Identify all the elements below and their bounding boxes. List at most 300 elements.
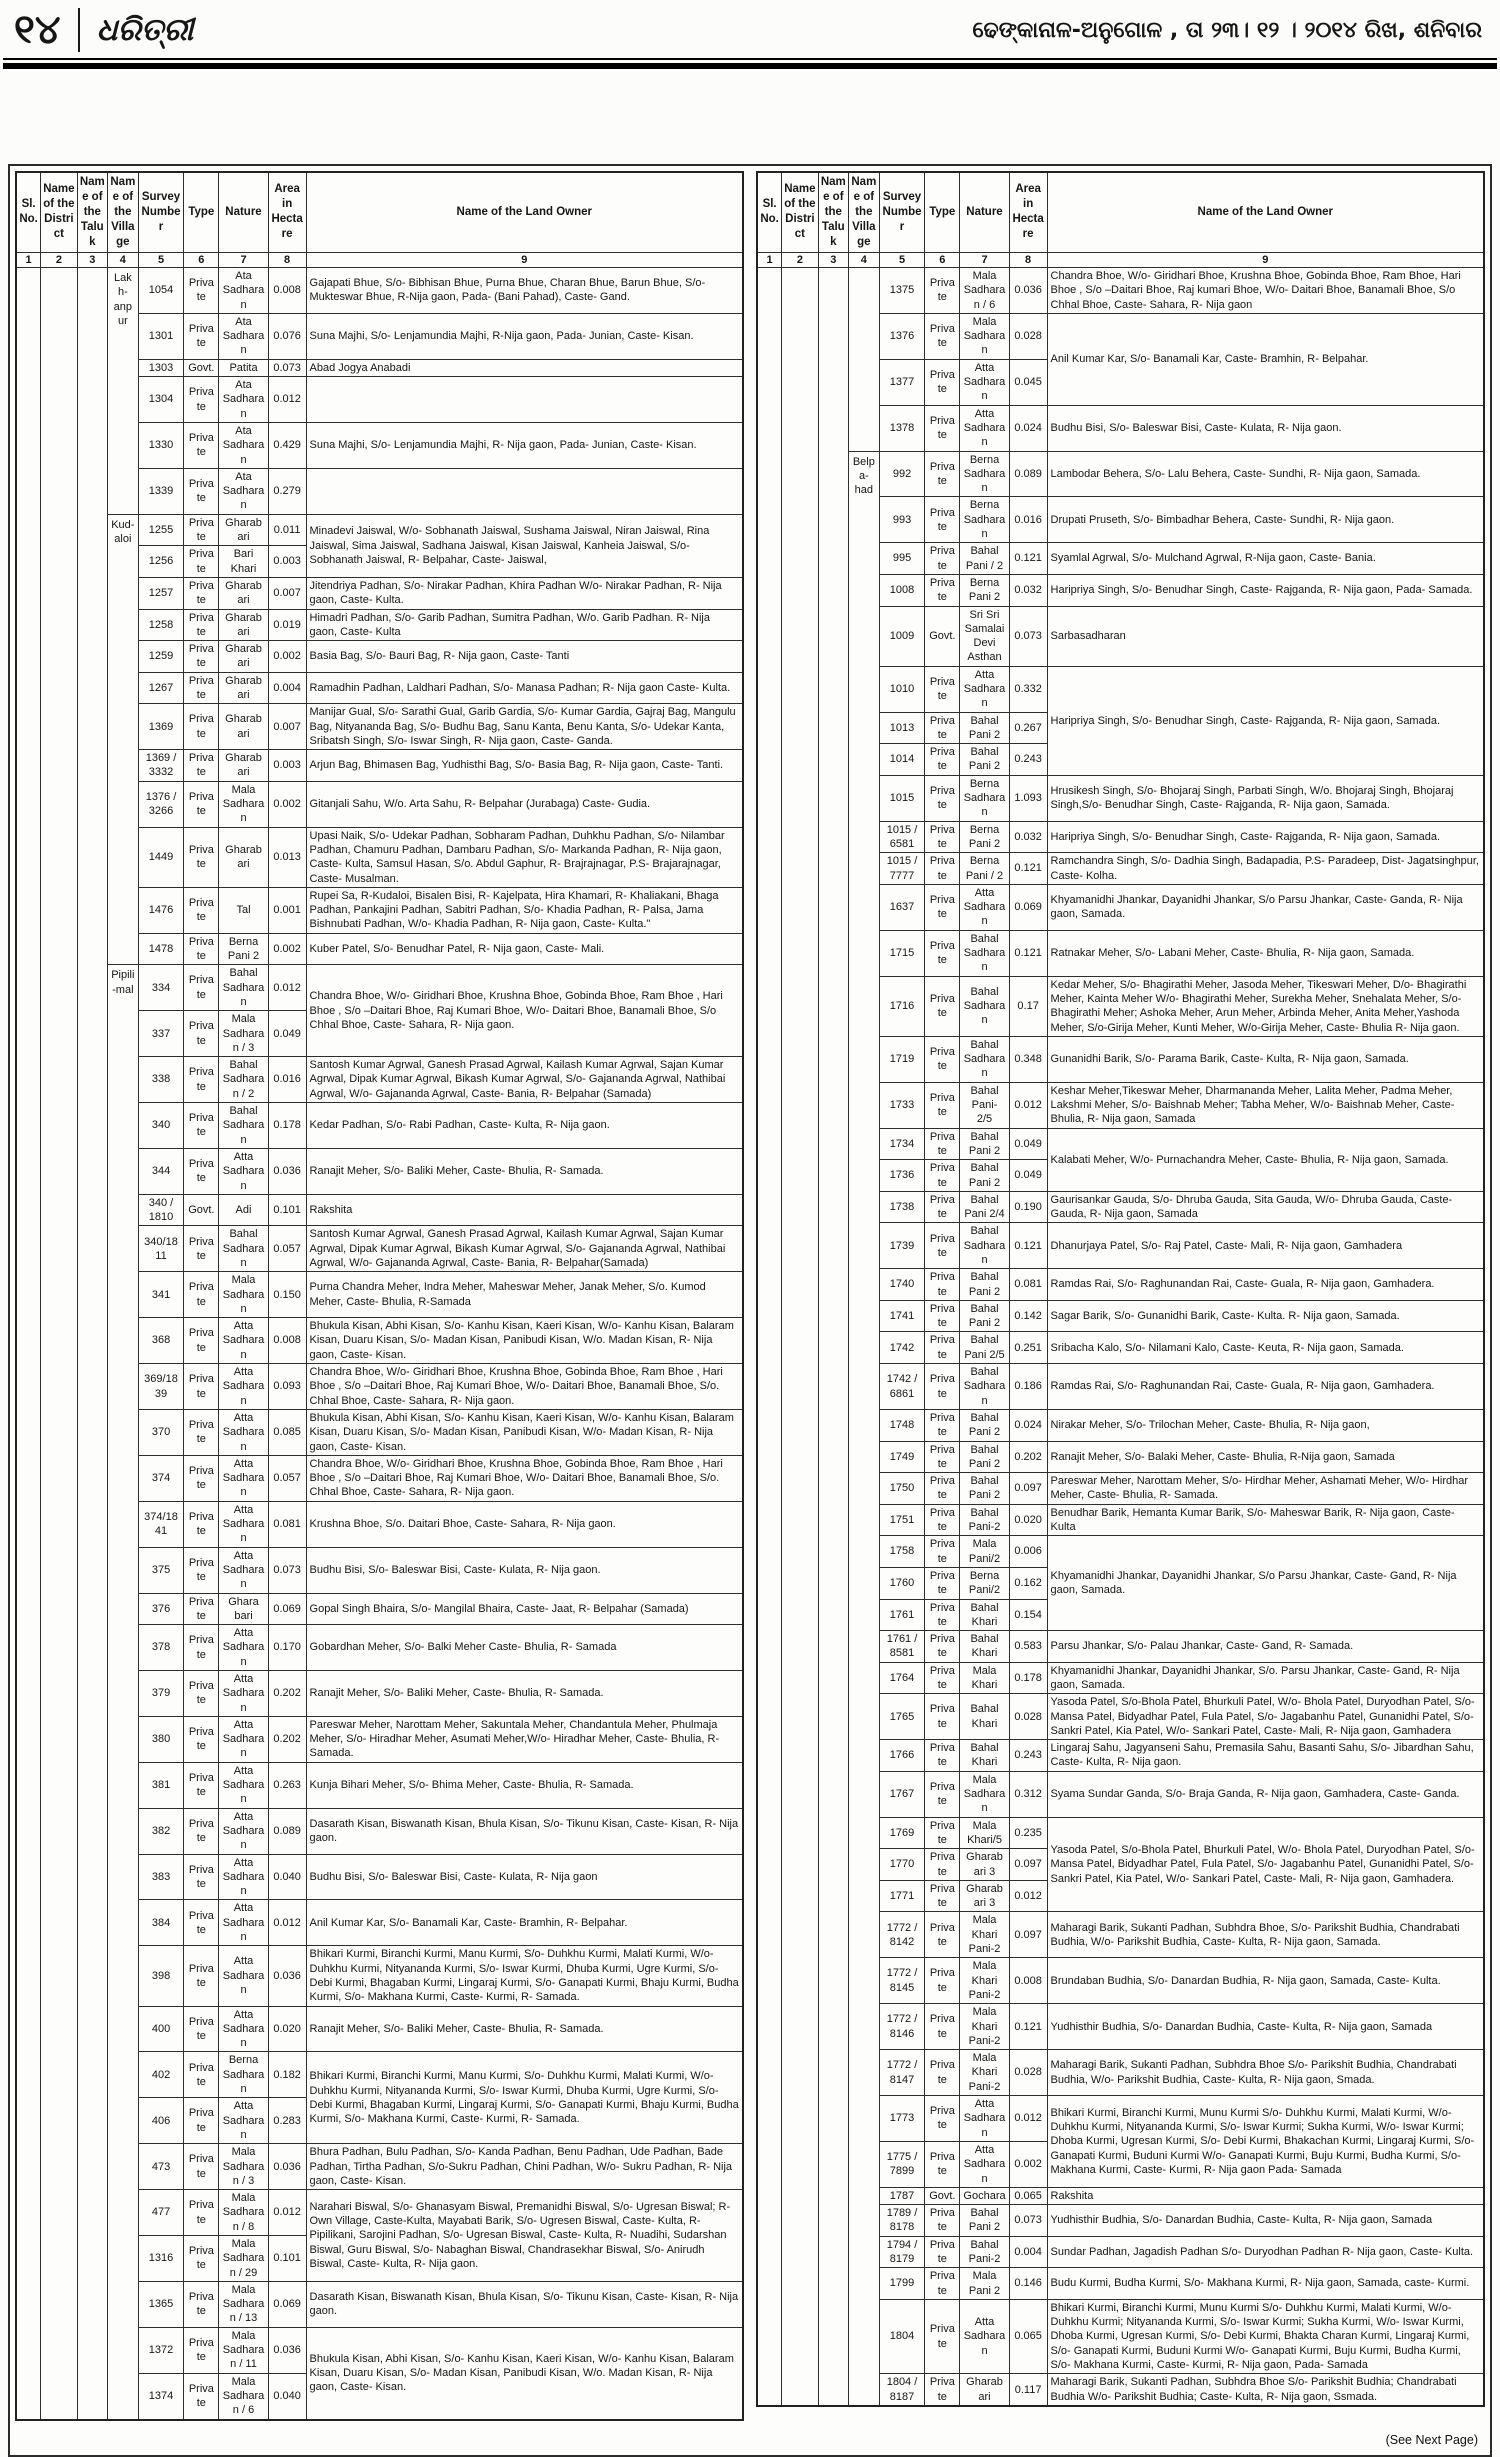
col-header-1: Sl. No. [16, 172, 41, 252]
cell-survey-number: 1738 [879, 1191, 925, 1223]
cell-survey-number: 1015 [879, 775, 925, 821]
cell-survey-number: 1258 [138, 609, 184, 641]
cell-nature: Bahal Khari [960, 1599, 1009, 1631]
cell-survey-number: 1257 [138, 577, 184, 609]
cell-area: 0.032 [1009, 821, 1047, 853]
col-number-2: 2 [782, 252, 818, 267]
cell-survey-number: 1772 / 8145 [879, 1958, 925, 2004]
cell-owner: Sundar Padhan, Jagadish Padhan S/o- Duryodhan Padhan R- Nija gaon, Caste- Kulta. [1047, 2236, 1484, 2268]
cell-nature: Mala Sadharan / 3 [219, 1011, 268, 1057]
cell-area: 0.583 [1009, 1631, 1047, 1663]
cell-survey-number: 1365 [138, 2281, 184, 2327]
cell-area: 0.178 [268, 1103, 306, 1149]
cell-nature: Bahal Pani 2/5 [960, 1332, 1009, 1364]
cell-nature: Gochara [960, 2187, 1009, 2204]
cell-nature: Mala Pani/2 [960, 1536, 1009, 1568]
cell-survey-number: 1330 [138, 422, 184, 468]
cell-type: Private [925, 884, 960, 930]
cell-nature: Bahal Khari [960, 1740, 1009, 1772]
masthead-left [14, 8, 193, 52]
cell-nature: Atta Sadharan [960, 405, 1009, 451]
cell-owner: Gopal Singh Bhaira, S/o- Mangilal Bhaira, Caste- Jaat, R- Belpahar (Samada) [306, 1593, 743, 1625]
cell-taluk [818, 267, 849, 2405]
cell-type: Private [184, 965, 219, 1011]
cell-type: Private [184, 1318, 219, 1364]
cell-area: 0.024 [1009, 405, 1047, 451]
cell-nature: Atta Sadharan [219, 1318, 268, 1364]
cell-survey-number: 383 [138, 1854, 184, 1900]
cell-nature: Gharabari [219, 577, 268, 609]
cell-area: 0.002 [268, 781, 306, 827]
cell-survey-number: 1775 / 7899 [879, 2141, 925, 2187]
cell-type: Govt. [925, 2187, 960, 2204]
cell-nature: Mala Sadharan / 8 [219, 2190, 268, 2236]
cell-nature: Bahal Sadharan [219, 1226, 268, 1272]
cell-nature: Bahal Sadharan [219, 965, 268, 1011]
cell-nature: Berna Pani 2 [219, 933, 268, 965]
cell-owner: Pareswar Meher, Narottam Meher, S/o- Hirdhar Meher, Ashamati Meher, W/o- Hirdhar Meher, Caste- Bhulia, R- Samada. [1047, 1473, 1484, 1505]
cell-nature: Ghara bari [219, 1593, 268, 1625]
cell-survey-number: 1750 [879, 1473, 925, 1505]
cell-owner [306, 468, 743, 514]
cell-area: 0.012 [268, 2190, 306, 2236]
cell-survey-number: 368 [138, 1318, 184, 1364]
cell-nature: Mala Sadharan [219, 781, 268, 827]
col-number-3: 3 [77, 252, 108, 267]
cell-area: 0.186 [1009, 1364, 1047, 1410]
cell-survey-number: 477 [138, 2190, 184, 2236]
cell-type: Private [184, 577, 219, 609]
cell-nature: Bahal Sadharan [960, 976, 1009, 1036]
cell-area: 0.003 [268, 546, 306, 578]
cell-type: Private [925, 405, 960, 451]
cell-area: 0.040 [268, 1854, 306, 1900]
cell-area: 0.251 [1009, 1332, 1047, 1364]
cell-nature: Atta Sadharan [960, 2096, 1009, 2142]
cell-type: Private [184, 1057, 219, 1103]
cell-type: Private [925, 1880, 960, 1912]
cell-survey-number: 1015 / 6581 [879, 821, 925, 853]
cell-nature: Bahal Pani / 2 [960, 543, 1009, 575]
cell-owner: Syamlal Agrwal, S/o- Mulchand Agrwal, R-Nija gaon, Caste- Bania. [1047, 543, 1484, 575]
cell-nature: Atta Sadharan [219, 1547, 268, 1593]
cell-area: 0.263 [268, 1762, 306, 1808]
col-header-5: Survey Number [138, 172, 184, 252]
cell-nature: Mala Khari Pani-2 [960, 2004, 1009, 2050]
cell-type: Private [925, 744, 960, 776]
cell-nature: Mala Khari Pani-2 [960, 2050, 1009, 2096]
cell-nature: Mala Khari/5 [960, 1817, 1009, 1849]
cell-nature: Gharabari 3 [960, 1849, 1009, 1881]
cell-owner: Ranajit Meher, S/o- Baliki Meher, Caste- Bhulia, R- Samada. [306, 2006, 743, 2052]
cell-area: 1.093 [1009, 775, 1047, 821]
cell-owner: Bhura Padhan, Bulu Padhan, S/o- Kanda Padhan, Benu Padhan, Ude Padhan, Bade Padhan, Tirtha Padhan, S/o-Sukru Padhan, Chini Padhan, W/o- Sukru Padhan, R- Nija gaon, Caste- Kisan. [306, 2144, 743, 2190]
cell-owner: Arjun Bag, Bhimasen Bag, Yudhisthi Bag, S/o- Basia Bag, R- Nija gaon, Caste- Tanti. [306, 750, 743, 782]
cell-area: 0.012 [268, 1900, 306, 1946]
cell-survey-number: 406 [138, 2098, 184, 2144]
col-number-9: 9 [1047, 252, 1484, 267]
cell-type: Private [925, 1740, 960, 1772]
cell-type: Private [925, 666, 960, 712]
cell-nature: Bahal Pani 2 [960, 1269, 1009, 1301]
land-records-table-right-wrap [756, 171, 1485, 2421]
cell-owner: Maharagi Barik, Sukanti Padhan, Subhdra Bhoe S/o- Parikshit Budhia; Chandrabati Budhia W/o- Parikshit Budhia; Caste- Kulta, R- Nija gaon, Ssmada. [1047, 2374, 1484, 2406]
cell-type: Private [925, 2268, 960, 2300]
cell-owner: Santosh Kumar Agrwal, Ganesh Prasad Agrwal, Kailash Kumar Agrwal, Sajan Kumar Agrwal, Dipak Kumar Agrwal, Bikash Kumar Agrwal, S/o- Gajananda Agrwal, Nathibai Agrwal, W/o- Gajananda Agrwal, Caste- Bania, R- Belpahar (Samada) [306, 1057, 743, 1103]
cell-type: Private [184, 1226, 219, 1272]
cell-village: Lakh-anpur [108, 267, 139, 514]
col-header-6: Type [184, 172, 219, 252]
cell-type: Private [925, 1128, 960, 1160]
cell-nature: Mala Sadharan / 3 [219, 2144, 268, 2190]
land-record-row [16, 514, 743, 546]
masthead [0, 0, 1500, 58]
cell-type: Private [925, 1599, 960, 1631]
cell-survey-number: 1734 [879, 1128, 925, 1160]
cell-area: 0.012 [268, 965, 306, 1011]
cell-survey-number: 340 [138, 1103, 184, 1149]
cell-district [782, 267, 818, 2405]
cell-area: 0.036 [268, 2327, 306, 2373]
cell-area: 0.036 [268, 2144, 306, 2190]
cell-area: 0.081 [1009, 1269, 1047, 1301]
cell-owner: Maharagi Barik, Sukanti Padhan, Subhdra Bhoe S/o- Parikshit Budhia, Chandrabati Budhia, W/o- Parikshit Budhia, Caste- Kulta, R- Nija gaon, Smada. [1047, 2050, 1484, 2096]
cell-area: 0.154 [1009, 1599, 1047, 1631]
cell-survey-number: 398 [138, 1946, 184, 2006]
cell-type: Private [925, 1631, 960, 1663]
cell-survey-number: 1637 [879, 884, 925, 930]
cell-nature: Atta Sadharan [219, 1671, 268, 1717]
cell-nature: Bahal Pani 2 [960, 712, 1009, 744]
cell-village: Belpa-had [849, 451, 880, 2406]
cell-nature: Adi [219, 1194, 268, 1226]
cell-owner: Benudhar Barik, Hemanta Kumar Barik, S/o- Maheswar Barik, R- Nija gaon, Caste- Kulta [1047, 1504, 1484, 1536]
cell-survey-number: 340/1811 [138, 1226, 184, 1272]
cell-area: 0.028 [1009, 2050, 1047, 2096]
cell-survey-number: 1749 [879, 1441, 925, 1473]
cell-nature: Bahal Pani 2 [960, 1160, 1009, 1192]
cell-area: 0.032 [1009, 574, 1047, 606]
cell-owner: Rakshita [306, 1194, 743, 1226]
cell-owner: Anil Kumar Kar, S/o- Banamali Kar, Caste- Bramhin, R- Belpahar. [1047, 313, 1484, 405]
cell-survey-number: 1789 / 8178 [879, 2205, 925, 2237]
cell-owner: Jitendriya Padhan, S/o- Nirakar Padhan, Khira Padhan W/o- Nirakar Padhan, R- Nija gaon, Caste- Kulta. [306, 577, 743, 609]
cell-type: Private [184, 1455, 219, 1501]
cell-area: 0.170 [268, 1625, 306, 1671]
cell-type: Private [925, 574, 960, 606]
col-number-6: 6 [925, 252, 960, 267]
cell-area: 0.121 [1009, 1223, 1047, 1269]
cell-area: 0.117 [1009, 2374, 1047, 2406]
see-next-page-note: (See Next Page) [1385, 2432, 1478, 2447]
cell-type: Private [925, 1662, 960, 1694]
cell-type: Private [925, 359, 960, 405]
cell-survey-number: 1008 [879, 574, 925, 606]
cell-survey-number: 1376 / 3266 [138, 781, 184, 827]
cell-nature: Berna Sadharan [960, 497, 1009, 543]
cell-owner: Bhukula Kisan, Abhi Kisan, S/o- Kanhu Kisan, Kaeri Kisan, W/o- Kanhu Kisan, Balaram Kisan, Duaru Kisan, S/o- Madan Kisan, Panibudi Kisan, W/o- Madan Kisan, R- Nija gaon, Caste- Kisan. [306, 1409, 743, 1455]
cell-area: 0.076 [268, 313, 306, 359]
cell-owner [306, 377, 743, 423]
cell-survey-number: 344 [138, 1148, 184, 1194]
cell-type: Private [925, 1191, 960, 1223]
cell-area: 0.011 [268, 514, 306, 546]
cell-type: Private [925, 2236, 960, 2268]
cell-nature: Bahal Sadharan [960, 1036, 1009, 1082]
cell-owner: Chandra Bhoe, W/o- Giridhari Bhoe, Krushna Bhoe, Gobinda Bhoe, Ram Bhoe , Hari Bhoe , S/o –Daitari Bhoe, Raj Kumari Bhoe, W/o- Daitari Bhoe, Banamali Bhoe, S/o Chhal Bhoe, Caste- Sahara, R- Nija gaon. [306, 965, 743, 1057]
cell-nature: Mala Sadharan / 11 [219, 2327, 268, 2373]
cell-type: Private [925, 1771, 960, 1817]
cell-owner: Bhikari Kurmi, Biranchi Kurmi, Manu Kurmi, S/o- Duhkhu Kurmi, Malati Kurmi, W/o- Duhkhu Kurmi, Nityananda Kurmi, S/o- Iswar Kurmi, Dhuba Kurmi, Ugre Kurmi, S/o- Debi Kurmi, Bhagaban Kurmi, Lingaraj Kurmi, S/o- Ganapati Kurmi, Bhaju Kurmi, Budha Kurmi, S/o- Makhana Kurmi, Caste- Kurmi, R- Samada. [306, 1946, 743, 2006]
cell-nature: Bahal Pani-2 [960, 1504, 1009, 1536]
cell-type: Private [925, 451, 960, 497]
cell-owner: Dhanurjaya Patel, S/o- Raj Patel, Caste- Mali, R- Nija gaon, Gamhadera [1047, 1223, 1484, 1269]
col-header-4: Name of the Village [108, 172, 139, 252]
cell-owner: Bhikari Kurmi, Biranchi Kurmi, Munu Kurmi S/o- Duhkhu Kurmi, Malati Kurmi, W/o- Duhkhu Kurmi; Nityananda Kurmi, S/o- Iswar Kurmi; Sukha Kurmi, W/o- Iswar Kurmi, Dhoba Kurmi, Ugresan Kurmi, S/o- Debi Kurmi, Bhakta Charan Kurmi, Lingaraj Kurmi, S/o- Ganapati Kurmi, Buduni Kurmi W/o- Ganapati Kurmi, Buju Kurmi, Budha Kurmi, S/o- Makhana Kurmi, Caste- Kurmi, R- Nija gaon, Pada- Samada [1047, 2299, 1484, 2373]
cell-type: Private [925, 1536, 960, 1568]
cell-owner: Budhu Bisi, S/o- Baleswar Bisi, Caste- Kulata, R- Nija gaon. [306, 1547, 743, 1593]
cell-area: 0.121 [1009, 2004, 1047, 2050]
cell-nature: Patita [219, 359, 268, 376]
cell-area: 0.007 [268, 577, 306, 609]
cell-owner: Lambodar Behera, S/o- Lalu Behera, Caste- Sundhi, R- Nija gaon, Samada. [1047, 451, 1484, 497]
col-header-4: Name of the Village [849, 172, 880, 252]
cell-owner: Yasoda Patel, S/o-Bhola Patel, Bhurkuli Patel, W/o- Bhola Patel, Duryodhan Patel, S/o- Mansa Patel, Bidyadhar Patel, Fula Patel, S/o- Jagabanhu Patel, Gunanidhi Patel, S/o- Sankri Patel, Kia Patel, W/o- Sankari Patel, Caste- Mali, R- Nija gaon, Gamhadera. [1047, 1817, 1484, 1912]
col-number-4: 4 [108, 252, 139, 267]
cell-survey-number: 1256 [138, 546, 184, 578]
cell-type: Private [925, 1300, 960, 1332]
cell-owner: Brundaban Budhia, S/o- Danardan Budhia, R- Nija gaon, Samada, Caste- Kulta. [1047, 1958, 1484, 2004]
cell-survey-number: 1014 [879, 744, 925, 776]
cell-nature: Atta Sadharan [219, 1501, 268, 1547]
cell-nature: Ata Sadharan [219, 313, 268, 359]
cell-owner: Syama Sundar Ganda, S/o- Braja Ganda, R- Nija gaon, Gamhadera, Caste- Ganda. [1047, 1771, 1484, 1817]
cell-area: 0.002 [268, 641, 306, 673]
cell-type: Private [184, 1808, 219, 1854]
cell-owner: Sarbasadharan [1047, 606, 1484, 666]
cell-type: Private [184, 2281, 219, 2327]
cell-nature: Berna Pani 2 [960, 574, 1009, 606]
cell-owner: Narahari Biswal, S/o- Ghanasyam Biswal, Premanidhi Biswal, S/o- Ugresan Biswal; R-Own Village, Caste-Kulta, Mayabati Barik, S/o- Ugresen Biswal, Caste- Kulta, R- Pipilikani, Sarojini Padhan, S/o- Ugresan Biswal, Caste- Kulta, R- Nuadihi, Sudarshan Biswal, Guru Biswal, S/o- Nabaghan Biswal, Chandrasekhar Biswal, S/o- Anirudh Biswal, Caste- Kulta, R- Nija gaon. [306, 2190, 743, 2282]
cell-type: Private [184, 1946, 219, 2006]
cell-type: Private [184, 546, 219, 578]
cell-type: Private [925, 1269, 960, 1301]
cell-area: 0.016 [1009, 497, 1047, 543]
cell-type: Private [184, 1625, 219, 1671]
cell-type: Private [184, 2327, 219, 2373]
cell-owner: Gunanidhi Barik, S/o- Parama Barik, Caste- Kulta, R- Nija gaon, Samada. [1047, 1036, 1484, 1082]
cell-type: Private [925, 1036, 960, 1082]
cell-area: 0.150 [268, 1272, 306, 1318]
cell-type: Private [184, 514, 219, 546]
cell-sl-no [757, 267, 782, 2405]
cell-area: 0.069 [1009, 884, 1047, 930]
cell-survey-number: 1761 [879, 1599, 925, 1631]
cell-owner: Khyamanidhi Jhankar, Dayanidhi Jhankar, S/o Parsu Jhankar, Caste- Ganda, R- Nija gaon, Samada. [1047, 884, 1484, 930]
cell-owner: Bhukula Kisan, Abhi Kisan, S/o- Kanhu Kisan, Kaeri Kisan, W/o- Kanhu Kisan, Balaram Kisan, Duaru Kisan, S/o- Madan Kisan, Panibudi Kisan, W/o. Madan Kisan, R- Nija gaon, Caste- Kisan. [306, 1318, 743, 1364]
land-record-row [16, 267, 743, 313]
cell-survey-number: 1770 [879, 1849, 925, 1881]
cell-survey-number: 1773 [879, 2096, 925, 2142]
cell-type: Private [184, 1272, 219, 1318]
cell-type: Private [184, 704, 219, 750]
cell-nature: Atta Sadharan [219, 1716, 268, 1762]
cell-area: 0.012 [268, 377, 306, 423]
cell-type: Private [925, 1504, 960, 1536]
cell-survey-number: 1378 [879, 405, 925, 451]
cell-area: 0.008 [268, 267, 306, 313]
cell-owner: Kuber Patel, S/o- Benudhar Patel, R- Nija gaon, Caste- Mali. [306, 933, 743, 965]
cell-type: Private [925, 2096, 960, 2142]
cell-nature: Ata Sadharan [219, 377, 268, 423]
cell-area: 0.073 [268, 1547, 306, 1593]
cell-owner: Yudhisthir Budhia, S/o- Danardan Budhia, Caste- Kulta, R- Nija gaon, Samada [1047, 2004, 1484, 2050]
cell-owner: Rakshita [1047, 2187, 1484, 2204]
cell-type: Private [184, 2373, 219, 2419]
cell-type: Private [184, 1854, 219, 1900]
cell-survey-number: 402 [138, 2052, 184, 2098]
cell-survey-number: 1772 / 8146 [879, 2004, 925, 2050]
cell-survey-number: 1804 / 8187 [879, 2374, 925, 2406]
cell-owner: Gitanjali Sahu, W/o. Arta Sahu, R- Belpahar (Jurabaga) Caste- Gudia. [306, 781, 743, 827]
cell-area: 0.121 [1009, 543, 1047, 575]
cell-type: Private [925, 2141, 960, 2187]
cell-survey-number: 375 [138, 1547, 184, 1593]
cell-nature: Bahal Pani 2 [960, 1441, 1009, 1473]
cell-area: 0.013 [268, 827, 306, 887]
col-header-8: Area in Hectare [268, 172, 306, 252]
land-record-row [757, 451, 1484, 497]
cell-owner: Manijar Gual, S/o- Sarathi Gual, Garib Gardia, S/o- Kumar Gardia, Gajraj Bag, Mangulu Bag, Nityananda Bag, S/o- Budhu Bag, Sanu Kanta, Benu Kanta, S/o- Udekar Kanta, Sribatsh Singh, S/o- Iswar Singh, R- Nija gaon, Caste- Ganda. [306, 704, 743, 750]
cell-owner: Chandra Bhoe, W/o- Giridhari Bhoe, Krushna Bhoe, Gobinda Bhoe, Ram Bhoe, Hari Bhoe , S/o –Daitari Bhoe, Raj kumari Bhoe, W/o- Daitari Bhoe, Banamali Bhoe, S/o Chhal Bhoe, Caste- Sahara, R- Nija gaon [1047, 267, 1484, 313]
cell-survey-number: 374 [138, 1455, 184, 1501]
newspaper-name: ଧରିତ୍ରୀ [96, 11, 194, 48]
cell-type: Private [184, 2098, 219, 2144]
cell-survey-number: 1742 / 6861 [879, 1364, 925, 1410]
cell-survey-number: 995 [879, 543, 925, 575]
cell-survey-number: 1736 [879, 1160, 925, 1192]
cell-area: 0.049 [1009, 1160, 1047, 1192]
cell-nature: Mala Sadharan [960, 1771, 1009, 1817]
cell-survey-number: 1303 [138, 359, 184, 376]
cell-type: Private [925, 1364, 960, 1410]
cell-area: 0.267 [1009, 712, 1047, 744]
cell-taluk [77, 267, 108, 2419]
col-number-4: 4 [849, 252, 880, 267]
cell-type: Private [184, 1364, 219, 1410]
cell-survey-number: 1304 [138, 377, 184, 423]
cell-owner: Parsu Jhankar, S/o- Palau Jhankar, Caste- Gand, R- Samada. [1047, 1631, 1484, 1663]
cell-survey-number: 1766 [879, 1740, 925, 1772]
cell-type: Private [184, 1900, 219, 1946]
cell-type: Private [925, 2050, 960, 2096]
masthead-rule [3, 58, 1497, 69]
cell-survey-number: 1259 [138, 641, 184, 673]
cell-type: Private [184, 2144, 219, 2190]
cell-area: 0.036 [268, 1946, 306, 2006]
col-header-9: Name of the Land Owner [1047, 172, 1484, 252]
cell-type: Private [184, 2235, 219, 2281]
cell-owner: Lingaraj Sahu, Jagyanseni Sahu, Premasila Sahu, Basanti Sahu, S/o- Jibardhan Sahu, Caste- Kulta, R- Nija gaon. [1047, 1740, 1484, 1772]
cell-nature: Mala Sadharan [219, 1272, 268, 1318]
col-number-7: 7 [219, 252, 268, 267]
cell-owner: Bhukula Kisan, Abhi Kisan, S/o- Kanhu Kisan, Kaeri Kisan, W/o- Kanhu Kisan, Balaram Kisan, Duaru Kisan, S/o- Madan Kisan, Panibudi Kisan, W/o. Madan Kisan, R- Nija gaon, Caste- Kisan. [306, 2327, 743, 2419]
cell-nature: Atta Sadharan [219, 1946, 268, 2006]
cell-nature: Sri Sri Samalai Devi Asthan [960, 606, 1009, 666]
cell-survey-number: 1761 / 8581 [879, 1631, 925, 1663]
masthead-divider [78, 8, 80, 52]
col-header-6: Type [925, 172, 960, 252]
cell-nature: Mala Khari Pani-2 [960, 1912, 1009, 1958]
cell-area: 0.097 [1009, 1849, 1047, 1881]
cell-survey-number: 1449 [138, 827, 184, 887]
cell-type: Private [184, 781, 219, 827]
cell-owner: Budu Kurmi, Budha Kurmi, S/o- Makhana Kurmi, R- Nija gaon, Samada, caste- Kurmi. [1047, 2268, 1484, 2300]
cell-owner: Sagar Barik, S/o- Gunanidhi Barik, Caste- Kulta. R- Nija gaon, Samada. [1047, 1300, 1484, 1332]
cell-type: Private [925, 1160, 960, 1192]
cell-nature: Berna Pani / 2 [960, 853, 1009, 885]
cell-nature: Mala Sadharan / 13 [219, 2281, 268, 2327]
cell-nature: Berna Sadharan [960, 451, 1009, 497]
cell-area: 0.024 [1009, 1409, 1047, 1441]
column-header-row [16, 172, 743, 252]
cell-nature: Gharabari [219, 704, 268, 750]
cell-owner: Haripriya Singh, S/o- Benudhar Singh, Caste- Rajganda, R- Nija gaon, Pada- Samada. [1047, 574, 1484, 606]
cell-type: Private [184, 2190, 219, 2236]
cell-area: 0.142 [1009, 1300, 1047, 1332]
cell-area: 0.049 [1009, 1128, 1047, 1160]
cell-type: Private [184, 1671, 219, 1717]
cell-owner: Khyamanidhi Jhankar, Dayanidhi Jhankar, S/o. Parsu Jhankar, Caste- Gand, R- Nija gaon, Samada. [1047, 1662, 1484, 1694]
cell-survey-number: 1740 [879, 1269, 925, 1301]
cell-type: Private [925, 2004, 960, 2050]
col-header-2: Name of the District [41, 172, 77, 252]
cell-area: 0.008 [1009, 1958, 1047, 2004]
cell-owner: Santosh Kumar Agrwal, Ganesh Prasad Agrwal, Kailash Kumar Agrwal, Sajan Kumar Agrwal, Dipak Kumar Agrwal, Bikash Kumar Agrwal, S/o- Gajananda Agrwal, Nathibai Agrwal, W/o- Gajananda Agrwal, Caste- Bania, R- Belpahar(Samada) [306, 1226, 743, 1272]
cell-area: 0.243 [1009, 1740, 1047, 1772]
cell-owner: Dasarath Kisan, Biswanath Kisan, Bhula Kisan, S/o- Tikunu Kisan, Caste- Kisan, R- Nija gaon. [306, 2281, 743, 2327]
cell-survey-number: 376 [138, 1593, 184, 1625]
cell-survey-number: 1799 [879, 2268, 925, 2300]
cell-nature: Berna Pani 2 [960, 821, 1009, 853]
cell-type: Private [925, 1849, 960, 1881]
cell-type: Private [184, 377, 219, 423]
cell-owner: Yasoda Patel, S/o-Bhola Patel, Bhurkuli Patel, W/o- Bhola Patel, Duryodhan Patel, S/o- Mansa Patel, Bidyadhar Patel, Fula Patel, S/o- Jagabanhu Patel, Gunanidhi Patel, S/o- Sankri Patel, Kia Patel, W/o- Sankari Patel, Caste- Mali, R- Nija gaon, Gamhadera [1047, 1694, 1484, 1740]
cell-nature: Bahal Sadharan [219, 1103, 268, 1149]
cell-type: Private [184, 2006, 219, 2052]
cell-nature: Atta Sadharan [960, 666, 1009, 712]
cell-nature: Berna Pani/2 [960, 1567, 1009, 1599]
cell-area: 0.028 [1009, 1694, 1047, 1740]
cell-area: 0.069 [268, 1593, 306, 1625]
cell-survey-number: 1772 / 8142 [879, 1912, 925, 1958]
cell-area: 0.073 [268, 359, 306, 376]
cell-survey-number: 1375 [879, 267, 925, 313]
cell-nature: Atta Sadharan [219, 2098, 268, 2144]
cell-survey-number: 1771 [879, 1880, 925, 1912]
cell-nature: Bahal Pani 2 [960, 1128, 1009, 1160]
cell-area: 0.089 [268, 1808, 306, 1854]
cell-district [41, 267, 77, 2419]
cell-nature: Bahal Pani-2 [960, 2236, 1009, 2268]
cell-type: Private [184, 1409, 219, 1455]
cell-survey-number: 1372 [138, 2327, 184, 2373]
col-number-7: 7 [960, 252, 1009, 267]
cell-owner: Kalabati Meher, W/o- Purnachandra Meher, Caste- Bhulia, R- Nija gaon, Samada. [1047, 1128, 1484, 1191]
cell-type: Private [925, 1409, 960, 1441]
cell-type: Private [184, 827, 219, 887]
cell-nature: Tal [219, 887, 268, 933]
